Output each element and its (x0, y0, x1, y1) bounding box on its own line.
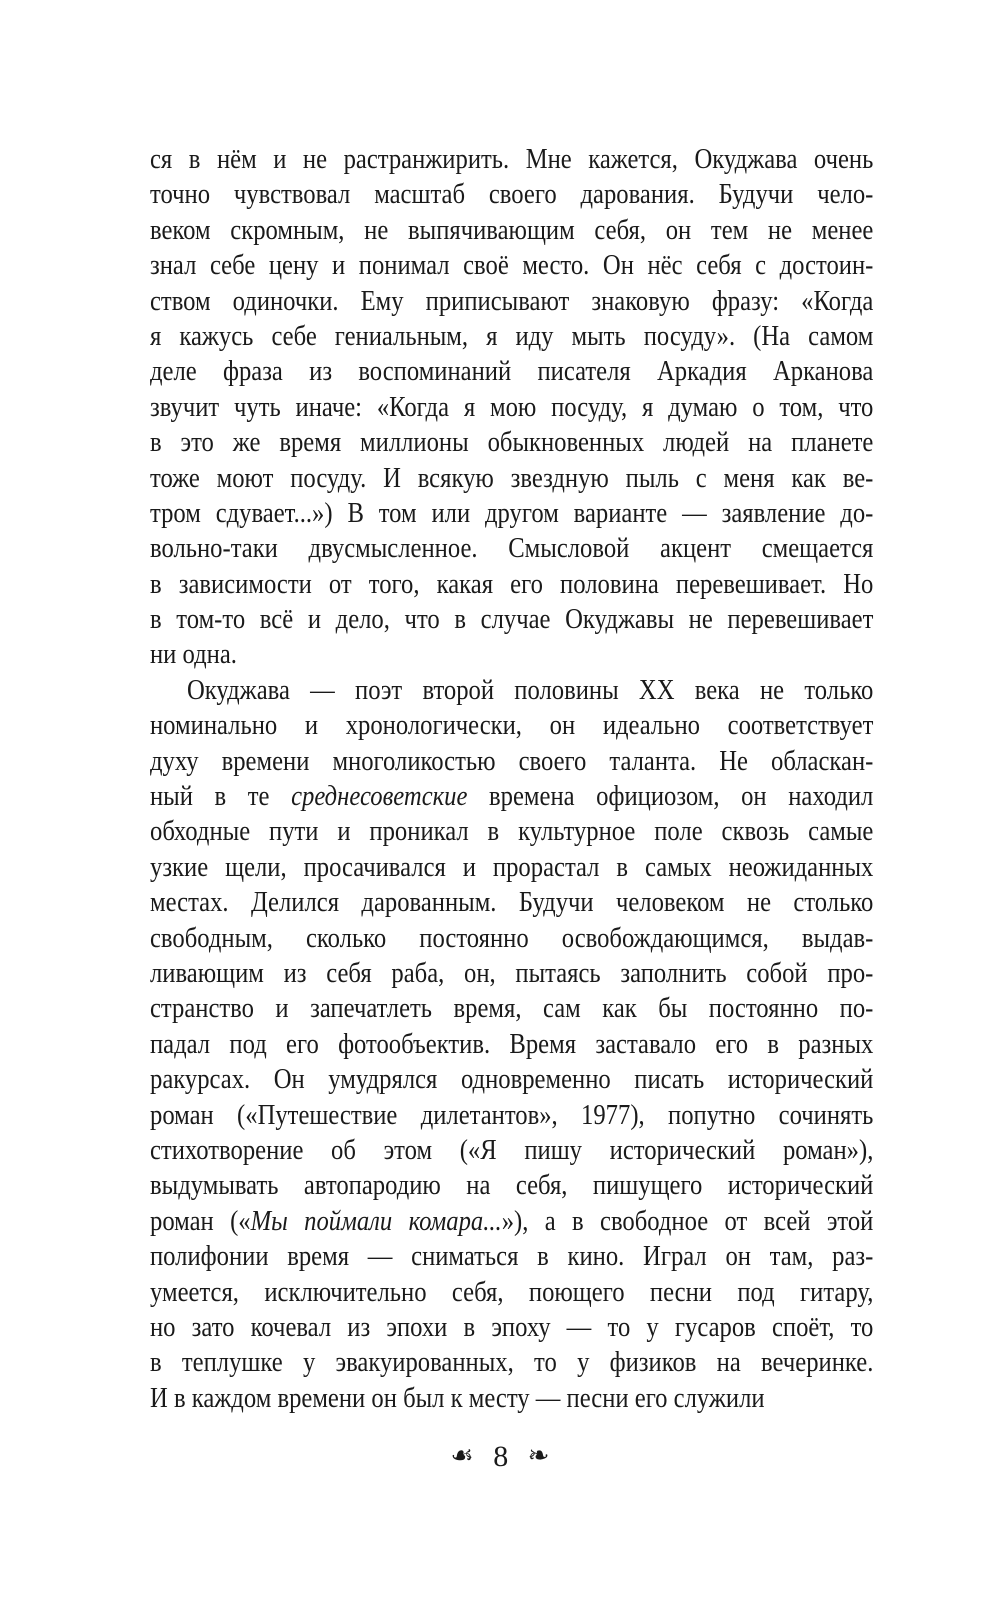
page-footer (0, 1440, 1000, 1474)
text-segment: полифонии время — сниматься в кино. Играл он там, раз- (150, 1241, 874, 1273)
text-line (150, 708, 873, 743)
text-segment: стихотворение об этом («Я пишу исторический роман»), (150, 1134, 874, 1166)
text-line (150, 567, 873, 602)
text-segment: странство и запечатлеть время, сам как бы постоянно по- (150, 993, 874, 1025)
text-line (150, 1381, 873, 1416)
text-segment: веком скромным, не выпячивающим себя, он тем не менее (150, 214, 874, 246)
text-segment: деле фраза из воспоминаний писателя Аркадия Арканова (150, 356, 874, 388)
italic-text: Мы поймали комара... (250, 1205, 502, 1237)
text-segment: вольно-таки двусмысленное. Смысловой акцент смещается (150, 533, 874, 565)
text-segment: ный в те (150, 781, 292, 813)
text-segment: номинально и хронологически, он идеально соответствует (150, 710, 874, 742)
text-segment: И в каждом времени он был к месту — песни его служили (150, 1382, 765, 1414)
text-segment: в том-то всё и дело, что в случае Окуджавы не перевешивает (150, 604, 874, 636)
text-line (150, 319, 873, 354)
text-segment: роман («Путешествие дилетантов», 1977), попутно сочинять (150, 1099, 874, 1131)
text-line (150, 1098, 873, 1133)
text-line (150, 921, 873, 956)
text-line (150, 850, 873, 885)
text-segment: тоже моют посуду. И всякую звездную пыль с меня как ве- (150, 462, 874, 494)
text-line (150, 1310, 873, 1345)
text-line (150, 779, 873, 814)
text-line (150, 496, 873, 531)
text-line (150, 177, 873, 212)
text-line (150, 531, 873, 566)
text-line (150, 142, 873, 177)
text-line (150, 1133, 873, 1168)
text-segment: ством одиночки. Ему приписывают знаковую фразу: «Когда (150, 285, 874, 317)
text-line (150, 885, 873, 920)
text-line (150, 637, 873, 672)
body-text (150, 142, 873, 1416)
text-segment: роман (« (150, 1205, 251, 1237)
text-line (150, 248, 873, 283)
text-segment: в теплушке у эвакуированных, то у физиков на вечеринке. (150, 1347, 874, 1379)
text-line (150, 1275, 873, 1310)
text-segment: я кажусь себе гениальным, я иду мыть посуду». (На самом (150, 320, 874, 352)
text-segment: выдумывать автопародию на себя, пишущего исторический (150, 1170, 874, 1202)
text-segment: знал себе цену и понимал своё место. Он нёс себя с достоин- (150, 250, 874, 282)
text-segment: ся в нём и не растранжирить. Мне кажется, Окуджава очень (150, 144, 874, 175)
text-segment: ни одна. (150, 639, 237, 671)
text-segment: свободным, сколько постоянно освобождающимся, выдав- (150, 922, 874, 954)
text-line (150, 354, 873, 389)
text-segment: Окуджава — поэт второй половины XX века не только (186, 674, 874, 706)
text-line (150, 213, 873, 248)
page-number: 8 (493, 1440, 509, 1473)
text-segment: в это же время миллионы обыкновенных людей на планете (150, 427, 874, 459)
text-line (150, 390, 873, 425)
text-line (150, 1204, 873, 1239)
italic-text: среднесоветские (291, 781, 468, 813)
text-line (150, 1027, 873, 1062)
paragraph (150, 673, 873, 1416)
text-segment: точно чувствовал масштаб своего дарования. Будучи чело- (150, 179, 874, 211)
text-segment: ракурсах. Он умудрялся одновременно писать исторический (150, 1064, 874, 1096)
text-segment: »), а в свободное от всей этой (501, 1205, 874, 1237)
text-segment: но зато кочевал из эпохи в эпоху — то у гусаров споёт, то (150, 1311, 874, 1343)
text-line (150, 602, 873, 637)
text-segment: местах. Делился дарованным. Будучи человеком не столько (150, 887, 874, 919)
text-segment: обходные пути и проникал в культурное поле сквозь самые (150, 816, 874, 848)
paragraph (150, 142, 873, 673)
ornament-left-icon: ☙ (450, 1441, 474, 1471)
text-line (150, 1239, 873, 1274)
text-segment: умеется, исключительно себя, поющего песни под гитару, (150, 1276, 874, 1308)
text-segment: в зависимости от того, какая его половина перевешивает. Но (150, 568, 874, 600)
text-line (150, 1168, 873, 1203)
text-segment: ливающим из себя раба, он, пытаясь заполнить собой про- (150, 957, 874, 989)
text-segment: падал под его фотообъектив. Время заставало его в разных (150, 1028, 874, 1060)
text-segment: времена официозом, он находил (467, 781, 874, 813)
text-line (150, 814, 873, 849)
text-line (150, 461, 873, 496)
text-line (150, 744, 873, 779)
text-line (150, 284, 873, 319)
text-line (150, 1062, 873, 1097)
text-segment: узкие щели, просачивался и прорастал в самых неожиданных (150, 851, 874, 883)
text-segment: звучит чуть иначе: «Когда я мою посуду, я думаю о том, что (150, 391, 874, 423)
text-line (150, 425, 873, 460)
text-line (150, 673, 873, 708)
text-segment: тром сдувает...») В том или другом варианте — заявление до- (150, 497, 874, 529)
text-line (150, 1345, 873, 1380)
text-segment: духу времени многоликостью своего таланта. Не обласкан- (150, 745, 874, 777)
ornament-right-icon: ❧ (527, 1441, 550, 1471)
text-line (150, 991, 873, 1026)
text-line (150, 956, 873, 991)
